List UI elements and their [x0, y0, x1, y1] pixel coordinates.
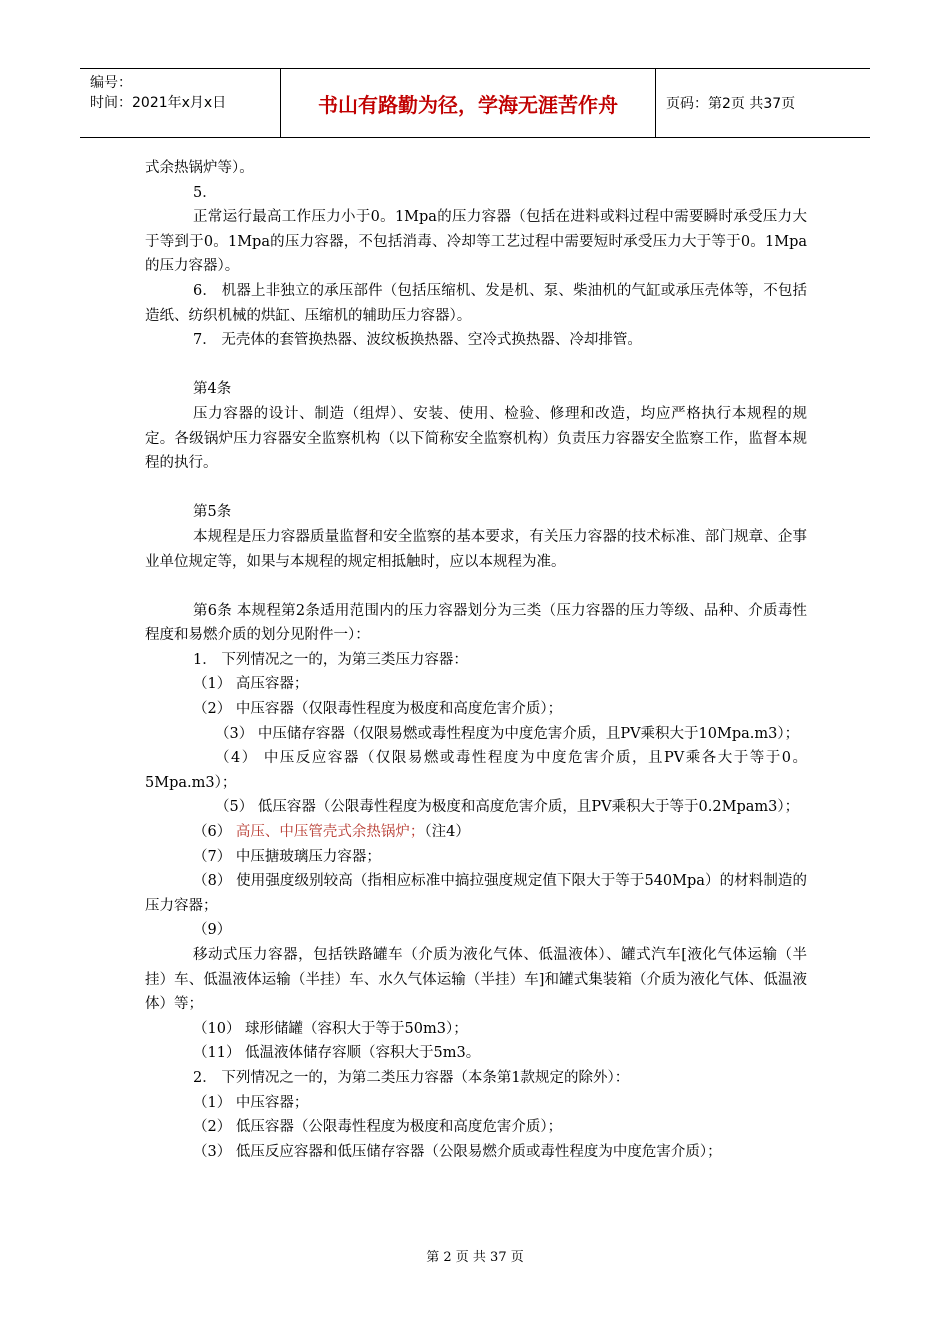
highlighted-text: 高压、中压管壳式余热锅炉； [235, 824, 425, 841]
paragraph: 正常运行最高工作压力小于0。1Mpa的压力容器（包括在进料或料过程中需要瞬时承受压力大于等到于0。1Mpa的压力容器，不包括消毒、冷却等工艺过程中需要短时承受压力大于等于0。1Mpa的压力容器）。 [145, 209, 807, 275]
list-item: （3） 中压储存容器（仅限易燃或毒性程度为中度危害介质，且PV乘积大于10Mpa.m3）； [215, 725, 800, 742]
list-item: （10） 球形储罐（容积大于等于50m3）； [193, 1020, 468, 1037]
note-reference: （注4） [424, 824, 470, 841]
article-heading: 第5条 [193, 504, 232, 521]
page-number-label: 页码：第2页 共37页 [666, 96, 796, 112]
list-item: 2． 下列情况之一的，为第二类压力容器（本条第1款规定的除外）： [193, 1069, 630, 1086]
paragraph: 压力容器的设计、制造（组焊）、安装、使用、检验、修理和改造，均应严格执行本规程的规定。各级锅炉压力容器安全监察机构（以下简称安全监察机构）负责压力容器安全监察工作，监督本规程的执行。 [145, 405, 807, 472]
list-item: 1． 下列情况之一的，为第三类压力容器： [193, 651, 468, 668]
header-motto: 书山有路勤为径，学海无涯苦作舟 [280, 69, 656, 137]
page-footer: 第 2 页 共 37 页 [426, 1250, 524, 1265]
date-label: 时间：2021年x月x日 [90, 95, 227, 111]
clause-number: 5． [193, 184, 217, 201]
list-item-number: （6） [193, 824, 232, 841]
paragraph: 7． 无壳体的套管换热器、波纹板换热器、空冷式换热器、冷却排管。 [193, 332, 642, 349]
document-body [145, 156, 807, 1164]
list-item: （11） 低温液体储存容顺（容积大于5m3。 [193, 1045, 481, 1062]
list-item: （2） 低压容器（公限毒性程度为极度和高度危害介质）； [193, 1119, 563, 1136]
document-number-label: 编号： [90, 75, 132, 91]
paragraph: 移动式压力容器，包括铁路罐车（介质为液化气体、低温液体）、罐式汽车[液化气体运输（半挂）车、低温液体运输（半挂）车、水久气体运输（半挂）车]和罐式集装箱（介质为液化气体、低温液体）等； [145, 947, 807, 1013]
paragraph: 式余热锅炉等）。 [145, 160, 254, 176]
list-item: （7） 中压搪玻璃压力容器； [193, 848, 381, 865]
paragraph: 第6条 本规程第2条适用范围内的压力容器划分为三类（压力容器的压力等级、品种、介质毒性程度和易燃介质的划分见附件一）： [145, 602, 807, 644]
paragraph: 本规程是压力容器质量监督和安全监察的基本要求，有关压力容器的技术标准、部门规章、企事业单位规定等，如果与本规程的规定相抵触时，应以本规程为准。 [145, 528, 807, 570]
header-info [80, 69, 280, 141]
article-heading: 第4条 [193, 381, 232, 398]
list-item: （5） 低压容器（公限毒性程度为极度和高度危害介质，且PV乘积大于等于0.2Mpam3）； [215, 799, 800, 816]
list-item: （1） 高压容器； [193, 676, 309, 693]
list-item: （1） 中压容器； [193, 1094, 309, 1111]
list-item-number: （9） [193, 922, 232, 939]
list-item: （8） 使用强度级别较高（指相应标准中搞拉强度规定值下限大于等于540Mpa）的材料制造的压力容器； [145, 873, 807, 914]
paragraph: 6． 机器上非独立的承压部件（包括压缩机、发是机、泵、柴油机的气缸或承压壳体等，不包括造纸、纺织机械的烘缸、压缩机的辅助压力容器）。 [145, 282, 807, 324]
list-item: （3） 低压反应容器和低压储存容器（公限易燃介质或毒性程度为中度危害介质）； [193, 1143, 722, 1160]
list-item: （2） 中压容器（仅限毒性程度为极度和高度危害介质）； [193, 701, 563, 718]
list-item: （4） 中压反应容器（仅限易燃或毒性程度为中度危害介质，且PV乘各大于等于0。5Mpa.m3）； [145, 750, 807, 791]
page-header [80, 68, 870, 138]
list-item [145, 820, 807, 845]
